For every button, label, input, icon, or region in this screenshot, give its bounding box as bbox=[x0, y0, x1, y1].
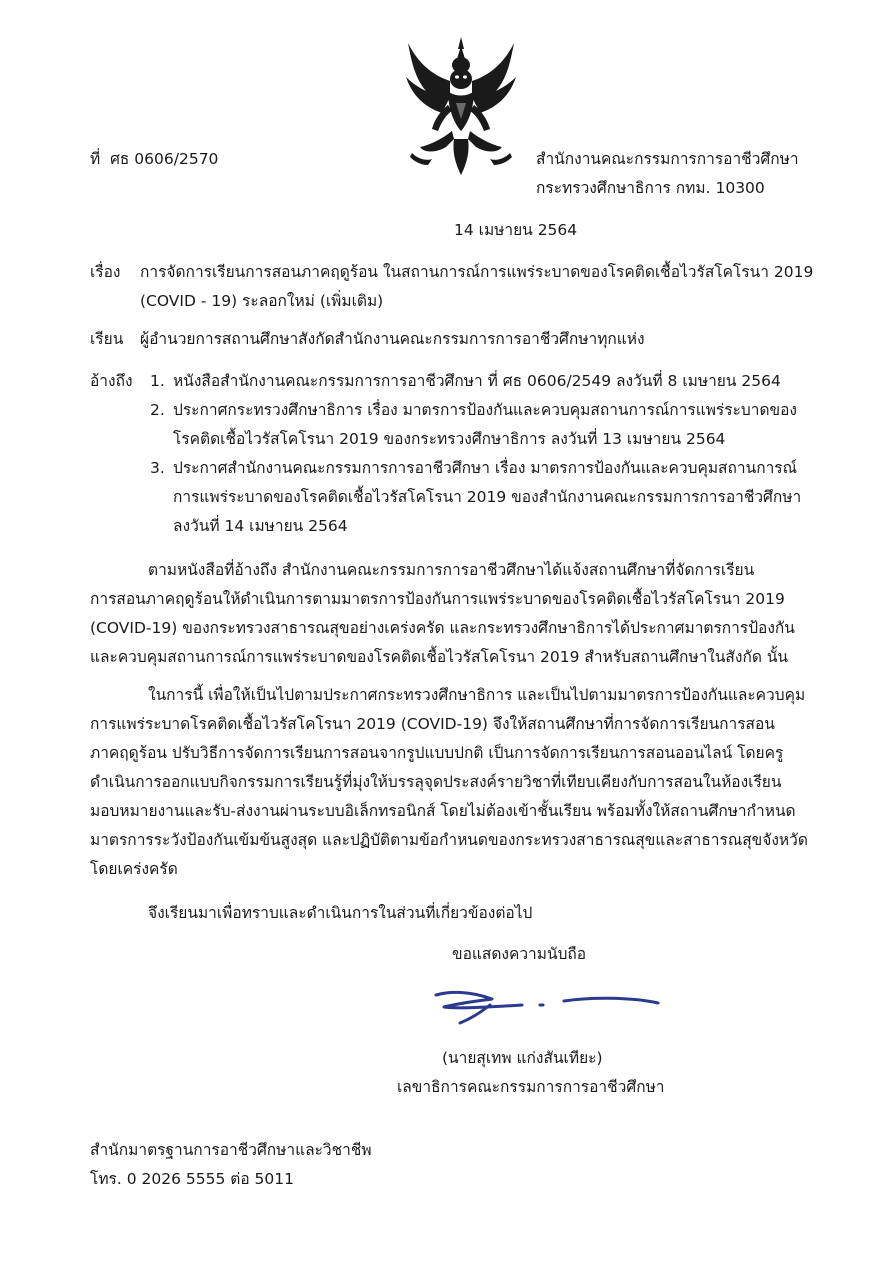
recipient-label: เรียน bbox=[90, 330, 124, 348]
office-name: สำนักงานคณะกรรมการการอาชีวศึกษา bbox=[536, 150, 799, 168]
body-line: ในการนี้ เพื่อให้เป็นไปตามประกาศกระทรวงศึกษาธิการ และเป็นไปตามมาตรการป้องกันและควบคุม bbox=[148, 686, 806, 704]
recipient: ผู้อำนวยการสถานศึกษาสังกัดสำนักงานคณะกรรมการการอาชีวศึกษาทุกแห่ง bbox=[140, 330, 645, 348]
garuda-emblem-icon bbox=[402, 35, 520, 177]
body-line: มาตรการระวังป้องกันเข้มข้นสูงสุด และปฏิบัติตามข้อกำหนดของกระทรวงสาธารณสุขและสาธารณสุขจังหวัด bbox=[90, 831, 808, 849]
reference-item-line: ประกาศกระทรวงศึกษาธิการ เรื่อง มาตรการป้องกันและควบคุมสถานการณ์การแพร่ระบาดของ bbox=[173, 401, 797, 419]
body-line: การสอนภาคฤดูร้อนให้ดำเนินการตามมาตรการป้องกันการแพร่ระบาดของโรคติดเชื้อไวรัสโคโรนา 2019 bbox=[90, 590, 785, 608]
body-line: (COVID-19) ของกระทรวงสาธารณสุขอย่างเคร่งครัด และกระทรวงศึกษาธิการได้ประกาศมาตรการป้องกัน bbox=[90, 619, 795, 637]
body-line: ตามหนังสือที่อ้างถึง สำนักงานคณะกรรมการการอาชีวศึกษาได้แจ้งสถานศึกษาที่จัดการเรียน bbox=[148, 561, 755, 579]
reference-item-line: หนังสือสำนักงานคณะกรรมการการอาชีวศึกษา ที่ ศธ 0606/2549 ลงวันที่ 8 เมษายน 2564 bbox=[173, 372, 781, 390]
reference-item-line: ประกาศสำนักงานคณะกรรมการการอาชีวศึกษา เรื่อง มาตรการป้องกันและควบคุมสถานการณ์ bbox=[173, 459, 797, 477]
body-paragraph-2 bbox=[90, 681, 846, 884]
subject-line-2: (COVID - 19) ระลอกใหม่ (เพิ่มเติม) bbox=[140, 292, 384, 310]
body-line: มอบหมายงานและรับ-ส่งงานผ่านระบบอิเล็กทรอนิกส์ โดยไม่ต้องเข้าชั้นเรียน พร้อมทั้งให้สถานศึกษากำหนด bbox=[90, 802, 796, 820]
reference-item-number: 1. bbox=[150, 372, 165, 390]
reference-item-number: 2. bbox=[150, 401, 165, 419]
letter-date: 14 เมษายน 2564 bbox=[454, 221, 578, 239]
reference-number bbox=[90, 145, 218, 174]
office-address: กระทรวงศึกษาธิการ กทม. 10300 bbox=[536, 179, 765, 197]
ref-label: ที่ bbox=[90, 150, 101, 168]
signer-name: (นายสุเทพ แก่งสันเทียะ) bbox=[442, 1049, 603, 1067]
reference-item-line: โรคติดเชื้อไวรัสโคโรนา 2019 ของกระทรวงศึกษาธิการ ลงวันที่ 13 เมษายน 2564 bbox=[173, 430, 726, 448]
body-line: และควบคุมสถานการณ์การแพร่ระบาดของโรคติดเชื้อไวรัสโคโรนา 2019 สำหรับสถานศึกษาในสังกัด นั้น bbox=[90, 648, 789, 666]
subject-line-1: การจัดการเรียนการสอนภาคฤดูร้อน ในสถานการณ์การแพร่ระบาดของโรคติดเชื้อไวรัสโคโรนา 2019 bbox=[140, 263, 814, 281]
references-label: อ้างถึง bbox=[90, 372, 133, 390]
subject-label: เรื่อง bbox=[90, 263, 121, 281]
reference-item-line: ลงวันที่ 14 เมษายน 2564 bbox=[173, 517, 348, 535]
body-line: การแพร่ระบาดโรคติดเชื้อไวรัสโคโรนา 2019 (COVID-19) จึงให้สถานศึกษาที่การจัดการเรียนการสอน bbox=[90, 715, 775, 733]
salutation: ขอแสดงความนับถือ bbox=[452, 945, 587, 963]
body-line: โดยเคร่งครัด bbox=[90, 860, 178, 878]
body-paragraph-1 bbox=[90, 556, 846, 672]
body-line: ดำเนินการออกแบบกิจกรรมการเรียนรู้ที่มุ่งให้บรรลุจุดประสงค์รายวิชาที่เทียบเคียงกับการสอนในห้องเรียน bbox=[90, 773, 782, 791]
department: สำนักมาตรฐานการอาชีวศึกษาและวิชาชีพ bbox=[90, 1141, 372, 1159]
signer-title: เลขาธิการคณะกรรมการการอาชีวศึกษา bbox=[397, 1078, 665, 1096]
signature-icon bbox=[430, 985, 670, 1030]
phone-number: โทร. 0 2026 5555 ต่อ 5011 bbox=[90, 1170, 295, 1188]
reference-item-number: 3. bbox=[150, 459, 165, 477]
body-line: ภาคฤดูร้อน ปรับวิธีการจัดการเรียนการสอนจากรูปแบบปกติ เป็นการจัดการเรียนการสอนออนไลน์ โดยครู bbox=[90, 744, 784, 762]
body-paragraph-3: จึงเรียนมาเพื่อทราบและดำเนินการในส่วนที่เกี่ยวข้องต่อไป bbox=[148, 904, 533, 922]
reference-item-line: การแพร่ระบาดของโรคติดเชื้อไวรัสโคโรนา 2019 ของสำนักงานคณะกรรมการการอาชีวศึกษา bbox=[173, 488, 802, 506]
ref-number: ศธ 0606/2570 bbox=[110, 150, 219, 168]
